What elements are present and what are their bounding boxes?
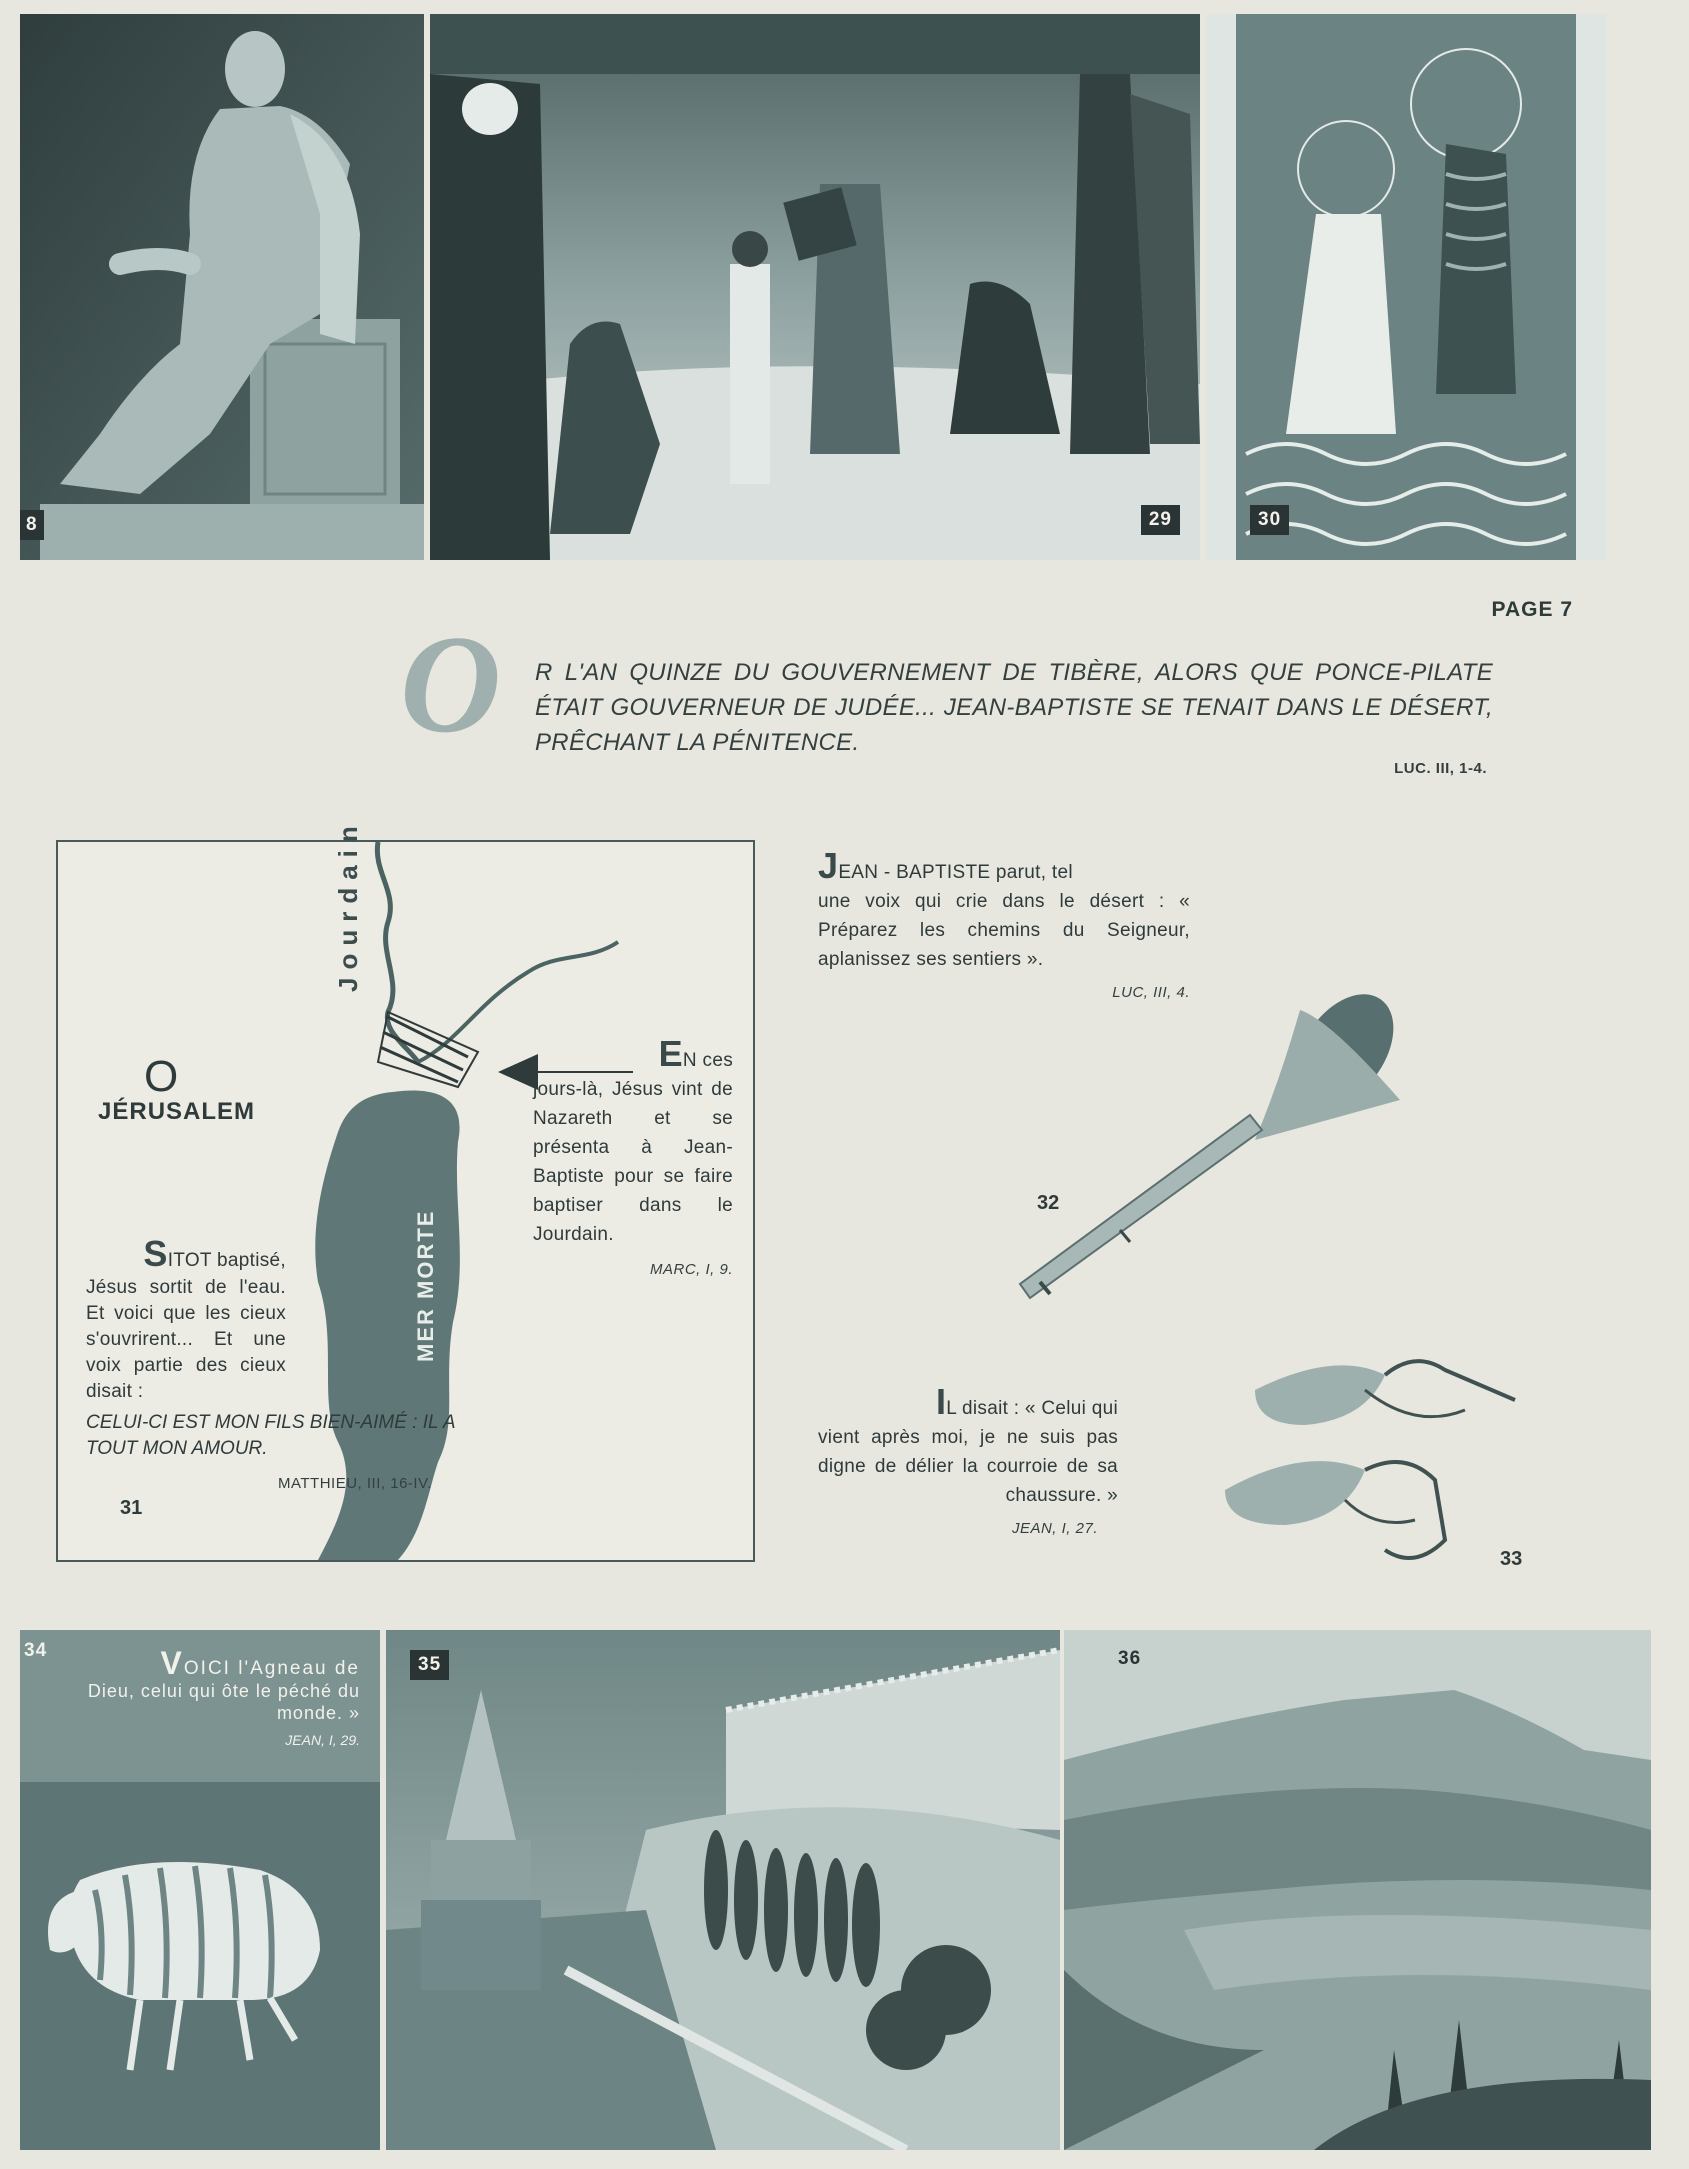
jean-baptiste-reference: LUC, III, 4. — [1112, 984, 1190, 1001]
baptism-reference: MARC, I, 9. — [649, 1261, 733, 1278]
jerusalem-label: JÉRUSALEM — [98, 1098, 256, 1125]
river-baptism-photo — [430, 14, 1200, 560]
photo-number: 8 — [20, 510, 44, 540]
il-disait-dropcap: I — [935, 1381, 947, 1422]
sitot-reference: MATTHIEU, III, 16-IV. — [278, 1475, 432, 1492]
lamb-reference: JEAN, I, 29. — [285, 1732, 360, 1748]
lamb-lead: OICI l'Agneau de — [183, 1658, 360, 1679]
il-disait-reference: JEAN, I, 27. — [1011, 1520, 1098, 1537]
sitot-quote: CELUI-CI EST MON FILS BIEN-AIMÉ : IL A TOUT MON AMOUR. — [86, 1412, 455, 1459]
statue-photo — [20, 14, 424, 560]
sitot-lead: ITOT baptisé, — [167, 1250, 286, 1271]
photo-number: 29 — [1141, 505, 1180, 535]
intro-text: R L'AN QUINZE DU GOUVERNEMENT DE TIBÈRE, ALORS QUE PONCE-PILATE ÉTAIT GOUVERNEUR DE JUDÉE... JEAN-BAPTISTE SE TENAIT DANS LE DÉSERT, PRÊCHANT LA PÉNITENCE. — [535, 659, 1493, 756]
page-number-label: PAGE 7 — [1491, 598, 1573, 621]
il-disait-body: vient après moi, je ne suis pas digne de délier la courroie de sa chaussure. » — [818, 1427, 1118, 1506]
lamb-panel — [20, 1630, 380, 2150]
jerusalem-tomb-photo — [386, 1630, 1060, 2150]
sitot-text-block — [86, 1233, 286, 1405]
sitot-body: Jésus sortit de l'eau. Et voici que les cieux s'ouvrirent... Et une voix partie des cieux disait : — [86, 1277, 286, 1402]
il-disait-block — [818, 1381, 1118, 1537]
baptism-text-block — [533, 1033, 733, 1278]
baptism-illustration — [1206, 14, 1606, 560]
sea-label: MER MORTE — [413, 1209, 438, 1362]
lamb-body: Dieu, celui qui ôte le péché du monde. » — [87, 1681, 360, 1723]
jean-baptiste-dropcap: J — [818, 845, 839, 886]
intro-dropcap: O — [400, 607, 502, 762]
sandals-illustration — [1215, 1330, 1525, 1570]
desert-mountain-photo — [1064, 1630, 1651, 2150]
jean-baptiste-body: une voix qui crie dans le désert : « Préparez les chemins du Seigneur, aplanissez ses sentiers ». — [818, 891, 1190, 970]
desert-photo-number: 36 — [1118, 1648, 1142, 1669]
jerusalem-photo-number: 35 — [410, 1650, 449, 1680]
lamb-dropcap: V — [160, 1645, 184, 1681]
baptism-lead: N ces — [682, 1050, 733, 1071]
sitot-dropcap: S — [143, 1233, 168, 1274]
lamb-panel-number: 34 — [24, 1640, 48, 1661]
map-box — [56, 818, 755, 1562]
jean-baptiste-lead: EAN - BAPTISTE parut, tel — [838, 862, 1073, 883]
jean-baptiste-block — [818, 845, 1190, 1001]
photo-number: 30 — [1250, 505, 1289, 535]
river-label: Jourdain — [333, 818, 363, 992]
sandals-figure-number: 33 — [1500, 1548, 1523, 1570]
jerusalem-marker: O — [144, 1052, 179, 1101]
trumpet-figure-number: 32 — [1037, 1192, 1060, 1214]
il-disait-lead: L disait : « Celui qui — [946, 1398, 1118, 1419]
baptism-body: jours-là, Jésus vint de Nazareth et se présenta à Jean-Baptiste pour se faire baptiser dans le Jourdain. — [533, 1079, 733, 1245]
map-figure-number: 31 — [120, 1497, 143, 1519]
lamb-text-block — [60, 1645, 360, 1748]
trumpet-illustration — [1000, 990, 1420, 1330]
baptism-dropcap: E — [658, 1033, 683, 1074]
intro-reference: LUC. III, 1-4. — [1394, 760, 1487, 777]
